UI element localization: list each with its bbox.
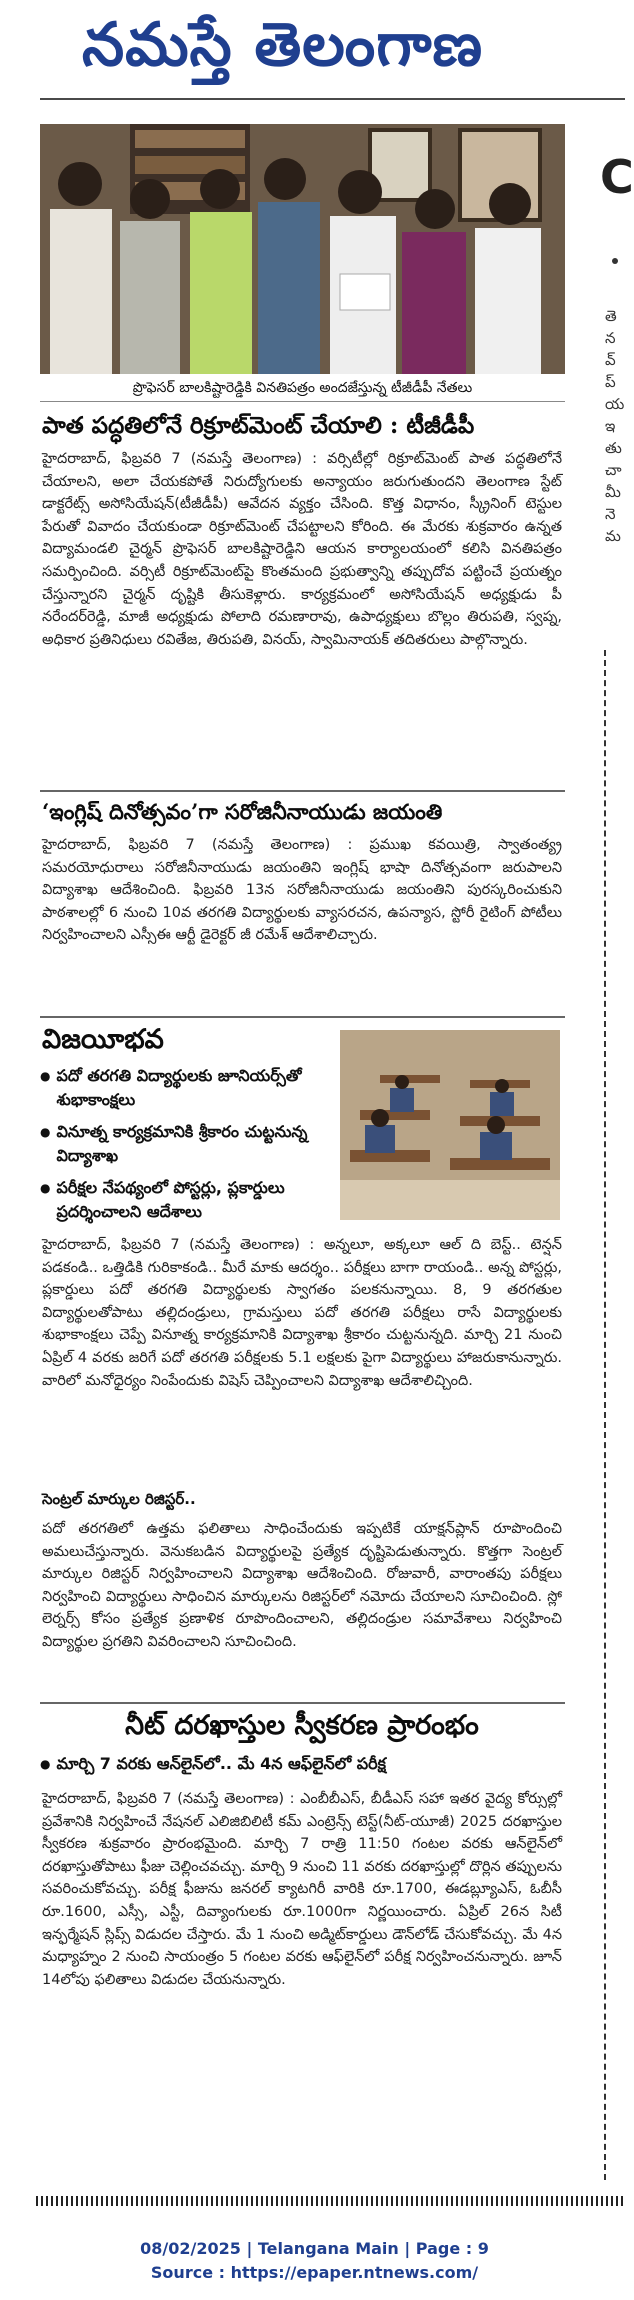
masthead-rule xyxy=(40,98,625,100)
footer-date-line: 08/02/2025 | Telangana Main | Page : 9 xyxy=(140,2239,489,2258)
masthead xyxy=(0,0,629,100)
photo-caption: ప్రొఫెసర్ బాలకిష్టారెడ్డికి వినతిపత్రం అందజేస్తున్న టీజీడీపీ నేతలు xyxy=(40,375,565,402)
article1-headline: పాత పద్ధతిలోనే రిక్రూట్‌మెంట్ చేయాలి : టీజీడీపీ xyxy=(42,412,475,439)
bullet-dot: ● xyxy=(40,1125,51,1139)
footer-source-line: Source : https://epaper.ntnews.com/ xyxy=(150,2263,479,2282)
exam-hall-illustration xyxy=(340,1030,560,1220)
list-item: ● పదో తరగతి విద్యార్థులకు జూనియర్స్‌తో శుభాకాంక్షలు xyxy=(40,1064,330,1112)
article3-body: హైదరాబాద్, ఫిబ్రవరి 7 (నమస్తే తెలంగాణ) : అన్నలూ, అక్కలూ ఆల్ ది బెస్ట్.. టెన్షన్ పడకండి.. ఒత్తిడికి గురికాకండి.. మీరే మాకు ఆదర్శం.. పరీక్షలు బాగా రాయండి.. అన్న పోస్టర్లు, ప్లకార్డులు పదో తరగతి విద్యార్థులకు స్వాగతం పలకనున్నాయి. 8, 9 తరగతుల విద్యార్థులతోపాటు తల్లిదండ్రులు, గ్రామస్తులు పదో తరగతి పరీక్షలు రాసే విద్యార్థులకు శుభాకాంక్షలు చెప్పే వినూత్న కార్యక్రమానికి విద్యాశాఖ శ్రీకారం చుట్టనున్నది. మార్చి 21 నుంచి ఏప్రిల్ 4 వరకు జరిగే పదో తరగతి పరీక్షలకు 5.1 లక్షలకు పైగా విద్యార్థులు హాజరుకానున్నారు. వారిలో మనోధైర్యం నింపేందుకు విషెస్ చెప్పించాలని విద్యాశాఖ ఆదేశాలిచ్చింది. xyxy=(42,1237,562,1389)
list-item: ● వినూత్న కార్యక్రమానికి శ్రీకారం చుట్టనున్న విద్యాశాఖ xyxy=(40,1120,330,1168)
article2-headline: ‘ఇంగ్లిష్ దినోత్సవం’గా సరోజినీనాయుడు జయంతి xyxy=(42,799,443,824)
article3-headline: విజయీభవ xyxy=(42,1024,164,1055)
bullet-dot: ● xyxy=(40,1757,51,1771)
bullet-dot: ● xyxy=(40,1181,51,1195)
news-photo xyxy=(40,124,565,374)
bullet-dot: ● xyxy=(40,1069,51,1083)
article3-subhead: సెంట్రల్ మార్కుల రిజిస్టర్.. xyxy=(42,1490,196,1508)
masthead-title: నమస్తే తెలంగాణ xyxy=(81,10,484,80)
right-column-letter: C xyxy=(600,150,634,204)
exam-hall-photo xyxy=(340,1030,560,1220)
article1-body: హైదరాబాద్, ఫిబ్రవరి 7 (నమస్తే తెలంగాణ) : వర్సిటీల్లో రిక్రూట్‌మెంట్ పాత పద్ధతిలోనే చేయాలని, అలా చేయకపోతే నిరుద్యోగులకు అన్యాయం జరుగుతుందని తెలంగాణ స్టేట్ డాక్టరేట్స్ అసోసియేషన్(టీజీడీపీ) ఆవేదన వ్యక్తం చేసింది. కొత్త విధానం, స్క్రీనింగ్ టెస్టుల పేరుతో వివాదం చేయకుండా రిక్రూట్‌మెంట్ చేపట్టాలని కోరింది. ఈ మేరకు శుక్రవారం ఉన్నత విద్యామండలి చైర్మన్ ప్రొఫెసర్ బాలకిష్టారెడ్డిని ఆయన కార్యాలయంలో కలిసి వినతిపత్రం సమర్పించింది. వర్సిటీ రిక్రూట్‌మెంట్‌పై కొంతమంది ప్రభుత్వాన్ని తప్పుదోవ పట్టించే ప్రయత్నం చేస్తున్నారని చైర్మన్ దృష్టికి తీసుకెళ్లారు. కార్యక్రమంలో అసోసియేషన్ అధ్యక్షుడు పీ నరేందర్‌రెడ్డి, మాజీ అధ్యక్షుడు పోలాది రమణారావు, ఉపాధ్యక్షులు బొల్లం తిరుపతి, స్వప్న, అధికార ప్రతినిధులు రవితేజ, తిరుపతి, వినయ్, స్వామినాయక్ తదితరులు పాల్గొన్నారు. xyxy=(42,451,562,648)
article3-body2: పదో తరగతిలో ఉత్తమ ఫలితాలు సాధించేందుకు ఇప్పటికే యాక్షన్‌ప్లాన్ రూపొందించి అమలుచేస్తున్నారు. వెనుకబడిన విద్యార్థులపై ప్రత్యేక దృష్టిపెడుతున్నారు. కొత్తగా సెంట్రల్ మార్కుల రిజిస్టర్ నిర్వహించాలని విద్యాశాఖ ఆదేశించింది. రోజువారీ, వారాంతపు పరీక్షలు నిర్వహించి విద్యార్థులు సాధించిన మార్కులను రిజిస్టర్‌లో నమోదు చేయాలని సూచించింది. స్లో లెర్నర్స్ కోసం ప్రత్యేక ప్రణాళిక రూపొందించాలని, తల్లిదండ్రుల సమావేశాలు నిర్వహించి విద్యార్థుల ప్రగతిని వివరించాలని సూచించింది. xyxy=(42,1521,562,1650)
column-divider xyxy=(604,650,606,2180)
separator xyxy=(40,790,565,792)
article4-subline: ● మార్చి 7 వరకు ఆన్‌లైన్‌లో.. మే 4న ఆఫ్‌లైన్‌లో పరీక్ష xyxy=(40,1752,560,1776)
list-item: ● పరీక్షల నేపథ్యంలో పోస్టర్లు, ప్లకార్డులు ప్రదర్శించాలని ఆదేశాలు xyxy=(40,1176,330,1224)
article2-body: హైదరాబాద్, ఫిబ్రవరి 7 (నమస్తే తెలంగాణ) : ప్రముఖ కవయిత్రి, స్వాతంత్య్ర సమరయోధురాలు సరోజినీనాయుడు జయంతిని ఇంగ్లిష్ భాషా దినోత్సవంగా జరుపాలని విద్యాశాఖ ఆదేశించింది. ఫిబ్రవరి 13న సరోజినీనాయుడు జయంతిని పురస్కరించుకుని పాఠశాలల్లో 6 నుంచి 10వ తరగతి విద్యార్థులకు వ్యాసరచన, ఉపన్యాస, స్టోరీ రైటింగ్ పోటీలు నిర్వహించాలని ఎస్సీఈ ఆర్టీ డైరెక్టర్ జీ రమేశ్ ఆదేశాలిచ్చారు. xyxy=(42,837,562,944)
separator xyxy=(40,1016,565,1018)
right-column-text: తె న వ్ ప్ య ఇ తు చా మీ నె మ xyxy=(605,307,625,545)
separator xyxy=(40,1702,565,1704)
article4-headline: నీట్ దరఖాస్తుల స్వీకరణ ప్రారంభం xyxy=(125,1710,479,1741)
bottom-border xyxy=(36,2196,626,2206)
article3-bullets xyxy=(40,1064,330,1224)
article4-body: హైదరాబాద్, ఫిబ్రవరి 7 (నమస్తే తెలంగాణ) : ఎంబీబీఎస్, బీడీఎస్ సహా ఇతర వైద్య కోర్సుల్లో ప్రవేశానికి నిర్వహించే నేషనల్ ఎలిజిబిలిటీ కమ్ ఎంట్రెన్స్ టెస్ట్(నీట్-యూజీ) 2025 దరఖాస్తుల స్వీకరణ శుక్రవారం ప్రారంభమైంది. మార్చి 7 రాత్రి 11:50 గంటల వరకు ఆన్‌లైన్‌లో దరఖాస్తుతోపాటు ఫీజు చెల్లించవచ్చు. మార్చి 9 నుంచి 11 వరకు దరఖాస్తుల్లో దొర్లిన తప్పులను సవరించుకోవచ్చు. పరీక్ష ఫీజును జనరల్ క్యాటగిరీ వారికి రూ.1700, ఈడబ్ల్యూఎస్, ఓబీసీ రూ.1600, ఎస్సీ, ఎస్టీ, దివ్యాంగులకు రూ.1000గా నిర్ణయించారు. ఏప్రిల్ 26న సిటీ ఇన్ఫర్మేషన్ స్లిప్స్ విడుదల చేస్తారు. మే 1 నుంచి అడ్మిట్‌కార్డులు డౌన్‌లోడ్ చేసుకోవచ్చు. మే 4న మధ్యాహ్నం 2 నుంచి సాయంత్రం 5 గంటల వరకు ఆఫ్‌లైన్‌లో పరీక్ష నిర్వహించనున్నారు. జూన్ 14లోపు ఫలితాలు విడుదల చేయనున్నారు. xyxy=(42,1791,562,1988)
bullet-dot xyxy=(612,258,618,264)
group-photo-illustration xyxy=(40,124,565,374)
